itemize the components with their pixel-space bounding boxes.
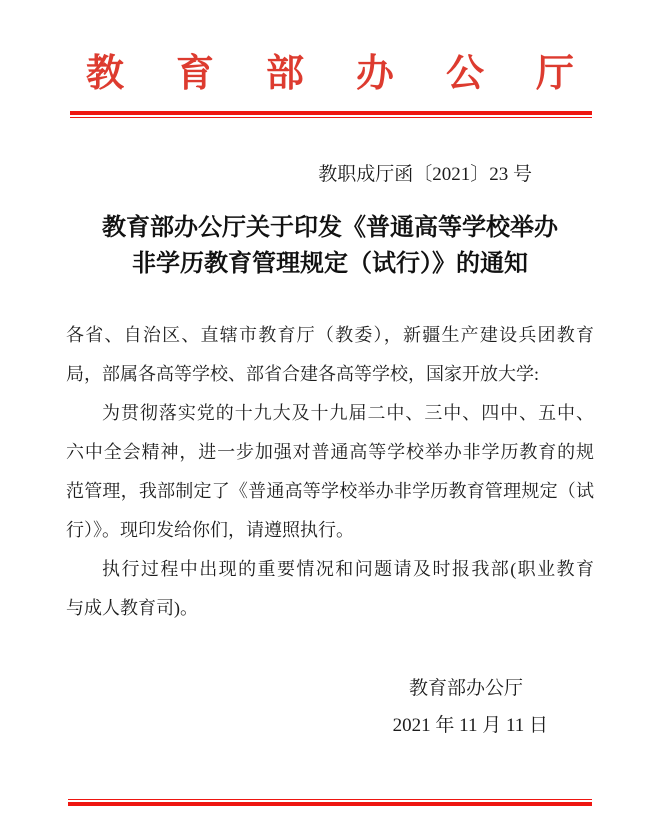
document-body <box>66 316 594 628</box>
document-title-line-1: 教育部办公厅关于印发《普通高等学校举办 <box>102 214 558 241</box>
rule-thin-line <box>70 117 592 118</box>
document-title <box>0 210 660 282</box>
signature-agency-name: 教育部办公厅 <box>408 678 523 699</box>
body-line-paragraph1-3: 范管理，我部制定了《普通高等学校举办非学历教育管理规定（试 <box>66 481 594 501</box>
body-line-paragraph2-1: 执行过程中出现的重要情况和问题请及时报我部(职业教育 <box>102 559 594 579</box>
signature-date: 2021 年 11 月 11 日 <box>392 715 548 736</box>
document-number: 教职成厅函〔2021〕23 号 <box>318 164 532 185</box>
body-line-salutation-1: 各省、自治区、直辖市教育厅（教委），新疆生产建设兵团教育 <box>66 325 594 345</box>
body-line-paragraph1-2: 六中全会精神，进一步加强对普通高等学校举办非学历教育的规 <box>66 442 594 462</box>
document-title-line-2: 非学历教育管理规定（试行）》的通知 <box>132 250 528 277</box>
letterhead-rule <box>70 111 592 118</box>
letterhead-agency-name: 教育部办公厅 <box>85 53 626 95</box>
rule-thick-line <box>68 802 592 806</box>
body-line-paragraph1-1: 为贯彻落实党的十九大及十九届二中、三中、四中、五中、 <box>102 403 594 423</box>
footer-rule <box>68 799 592 806</box>
body-line-salutation-2: 局，部属各高等学校、部省合建各高等学校，国家开放大学: <box>66 364 539 384</box>
body-line-paragraph2-2: 与成人教育司)。 <box>66 598 198 618</box>
body-line-paragraph1-4: 行）》。现印发给你们，请遵照执行。 <box>66 520 354 540</box>
